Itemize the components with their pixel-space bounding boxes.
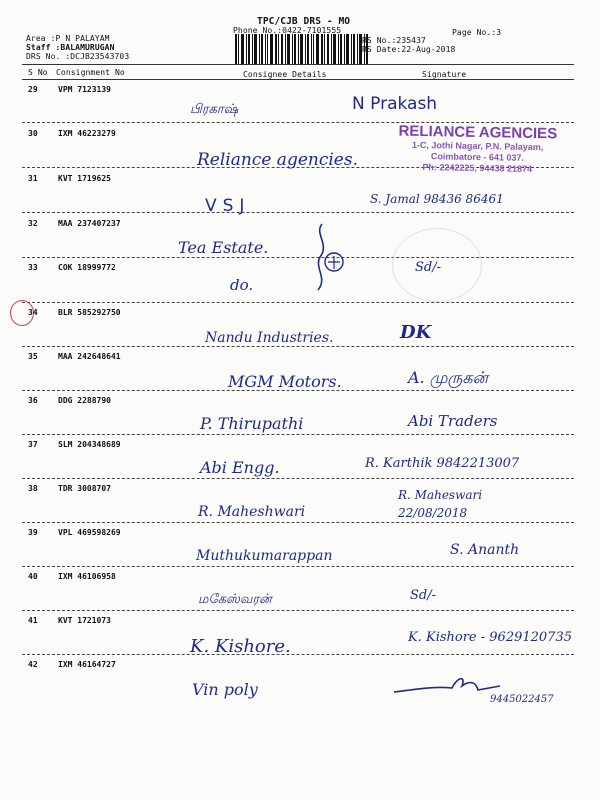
row-sno: 33 bbox=[28, 263, 38, 272]
col-signature: Signature bbox=[422, 70, 467, 79]
row-separator bbox=[22, 302, 574, 303]
row-consignment: IXM 46223279 bbox=[58, 129, 116, 138]
row-signature: R. Karthik 9842213007 bbox=[365, 456, 520, 471]
row-consignment: DDG 2288790 bbox=[58, 396, 111, 405]
row-separator bbox=[22, 212, 574, 213]
row-consignment: IXM 46106958 bbox=[58, 572, 116, 581]
header-bottom-rule bbox=[22, 79, 574, 80]
row-consignee: P. Thirupathi bbox=[200, 414, 304, 433]
row-separator bbox=[22, 610, 574, 611]
row-signature: S. Ananth bbox=[450, 542, 520, 558]
row-signature: S. Jamal 98436 86461 bbox=[370, 192, 504, 206]
faint-seal bbox=[392, 228, 482, 302]
col-consignee: Consignee Details bbox=[243, 70, 327, 79]
stamp-city: Coimbatore - 641 037. bbox=[430, 151, 525, 163]
row-consignee: VSJ bbox=[205, 196, 251, 216]
page-title: TPC/CJB DRS - MO bbox=[257, 16, 351, 27]
row-consignee: Muthukumarappan bbox=[196, 548, 333, 564]
row-consignee: Nandu Industries. bbox=[205, 330, 334, 346]
row-signature: K. Kishore - 9629120735 bbox=[408, 630, 572, 645]
row-consignment: VPM 7123139 bbox=[58, 85, 111, 94]
row-consignee: Abi Engg. bbox=[200, 458, 280, 477]
row-consignment: SLM 204348689 bbox=[58, 440, 121, 449]
row-consignment: MAA 237407237 bbox=[58, 219, 121, 228]
row-sno: 41 bbox=[28, 616, 38, 625]
stamp-address: 1-C, Jothi Nagar, P.N. Palayam, bbox=[411, 139, 544, 153]
row-separator bbox=[22, 566, 574, 567]
company-stamp bbox=[385, 122, 571, 183]
col-sno: S No bbox=[28, 68, 48, 77]
rs-date: RS Date:22-Aug-2018 bbox=[362, 45, 456, 54]
row-sno: 38 bbox=[28, 484, 38, 493]
staff bbox=[26, 43, 115, 52]
row-consignment: COK 18999772 bbox=[58, 263, 116, 272]
barcode bbox=[235, 34, 368, 64]
row-sno: 42 bbox=[28, 660, 38, 669]
stamp-phone: Ph: 2242225, 94438 21874 bbox=[422, 162, 533, 174]
row-sno: 39 bbox=[28, 528, 38, 537]
stamp-name: RELIANCE AGENCIES bbox=[398, 122, 558, 143]
row-consignment: IXM 46164727 bbox=[58, 660, 116, 669]
row-signature: N Prakash bbox=[352, 94, 438, 114]
row-signature: Abi Traders bbox=[408, 412, 498, 430]
row-consignee: R. Maheshwari bbox=[198, 504, 306, 520]
row-consignee: K. Kishore. bbox=[190, 636, 291, 657]
row-signature: DK bbox=[400, 322, 432, 343]
row-sno: 40 bbox=[28, 572, 38, 581]
row-signature: A. முருகன் bbox=[408, 368, 489, 387]
staff-name: BALAMURUGAN bbox=[60, 43, 115, 52]
row-sno: 31 bbox=[28, 174, 38, 183]
row-signature: 9445022457 bbox=[490, 694, 554, 705]
row-signature: Sd/- bbox=[410, 588, 436, 603]
staff-label: Staff : bbox=[26, 43, 61, 52]
row-separator bbox=[22, 434, 574, 435]
row-sno: 29 bbox=[28, 85, 38, 94]
row-separator bbox=[22, 478, 574, 479]
col-consignment: Consignment No bbox=[56, 68, 125, 77]
drs-number: DRS No. :DCJB23543703 bbox=[26, 52, 130, 61]
row-consignee: பிரகாஷ் bbox=[190, 102, 239, 117]
area: Area :P N PALAYAM bbox=[26, 34, 110, 43]
row-sno: 36 bbox=[28, 396, 38, 405]
row-sno: 34 bbox=[28, 308, 38, 317]
row-consignee: Tea Estate. bbox=[178, 238, 269, 257]
row-consignment: KVT 1721073 bbox=[58, 616, 111, 625]
row-signature: R. Maheswari 22/08/2018 bbox=[398, 488, 483, 520]
signature-mark bbox=[310, 222, 350, 292]
rs-number: RS No.:235437 bbox=[362, 36, 426, 45]
row-sno: 30 bbox=[28, 129, 38, 138]
signature-squiggle bbox=[392, 672, 502, 698]
row-consignment: VPL 469598269 bbox=[58, 528, 121, 537]
row-consignment: BLR 585292750 bbox=[58, 308, 121, 317]
row-consignment: MAA 242648641 bbox=[58, 352, 121, 361]
row-separator bbox=[22, 522, 574, 523]
row-sno: 37 bbox=[28, 440, 38, 449]
row-separator bbox=[22, 122, 574, 123]
row-consignee: do. bbox=[230, 276, 254, 294]
row-consignment: KVT 1719625 bbox=[58, 174, 111, 183]
header-top-rule bbox=[22, 64, 574, 65]
row-sno: 32 bbox=[28, 219, 38, 228]
row-separator bbox=[22, 346, 574, 347]
row-consignee: MGM Motors. bbox=[228, 372, 342, 391]
row-consignee: மகேஸ்வரன் bbox=[198, 592, 272, 607]
row-consignee: Reliance agencies. bbox=[197, 150, 358, 170]
row-separator bbox=[22, 654, 574, 655]
row-sno: 35 bbox=[28, 352, 38, 361]
page-number: Page No.:3 bbox=[452, 28, 502, 37]
row-consignment: TDR 3008707 bbox=[58, 484, 111, 493]
phone-number: Phone No.:0422-7101555 bbox=[233, 26, 342, 35]
row-separator bbox=[22, 257, 574, 258]
row-signature: Sd/- bbox=[415, 260, 441, 275]
row-consignee: Vin poly bbox=[192, 680, 258, 699]
